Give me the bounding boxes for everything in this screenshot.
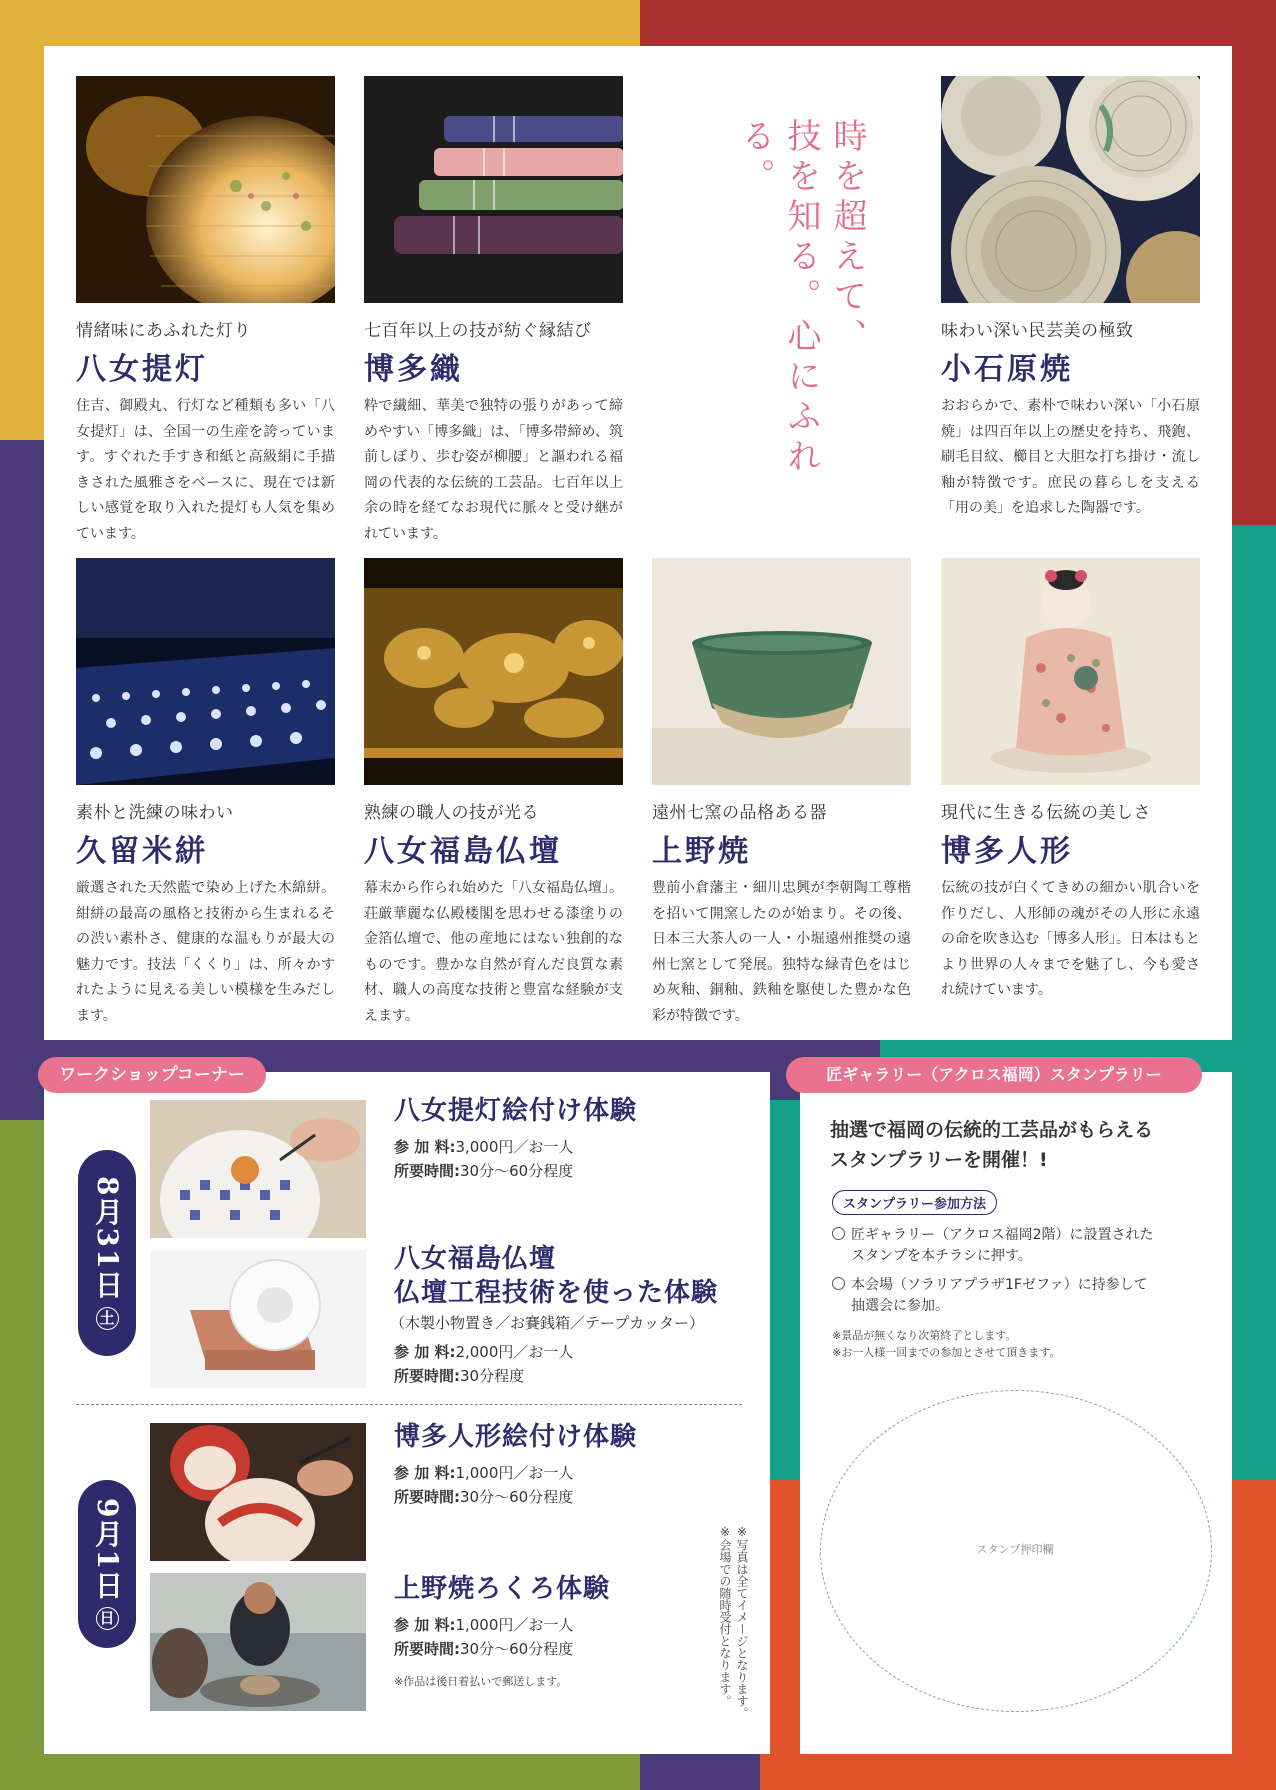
stamp-rally-label: 匠ギャラリー（アクロス福岡）スタンプラリー	[786, 1057, 1202, 1093]
shipping-note: ※作品は後日着払いで郵送します。	[394, 1675, 568, 1688]
craft-tagline: 遠州七窯の品格ある器	[652, 803, 827, 823]
craft-hakata-doll	[941, 798, 1200, 1004]
note-walk-in: ※会場での随時受付となります。	[718, 1525, 732, 1707]
stamp-note-2: ※お一人様一回までの参加とさせて頂きます。	[832, 1346, 1061, 1359]
craft-koishiwara	[941, 316, 1200, 522]
koishiwara-ware-photo	[941, 76, 1200, 303]
workshop-title-agano: 上野焼ろくろ体験	[394, 1574, 611, 1604]
time-label: 所要時間	[394, 1640, 455, 1658]
craft-description: 粋で繊細、華美で独特の張りがあって締めやすい「博多織」は、「博多帯締め、筑前しぼり、歩む姿が柳腰」と謳われる福岡の代表的な伝統的工芸品。七百年以上余の時を経てなお現代に脈々と受け継がれています。	[364, 398, 623, 542]
craft-yame-lantern	[76, 316, 335, 547]
agano-ware-photo	[652, 558, 911, 785]
fee-value: 2,000円／お一人	[455, 1343, 574, 1361]
craft-description: 豊前小倉藩主・細川忠興が李朝陶工尊楷を招いて開窯したのが始まり。その後、日本三大茶人の一人・小堀遠州推奨の遠州七窯として発展。独特な緑青色をはじめ灰釉、銅釉、鉄釉を駆使した豊かな色彩が特徴です。	[652, 880, 911, 1024]
step-text: 匠ギャラリー（アクロス福岡2階）に設置された スタンプを本チラシに押す。	[851, 1227, 1154, 1264]
craft-tagline: 現代に生きる伝統の美しさ	[941, 803, 1151, 823]
fee-label: 参 加 料	[394, 1343, 450, 1361]
workshop-info-agano: 参 加 料:1,000円／お一人 所要時間:30分～60分程度	[394, 1616, 574, 1658]
time-label: 所要時間	[394, 1488, 455, 1506]
time-value: 30分～60分程度	[460, 1488, 574, 1506]
time-value: 30分～60分程度	[460, 1640, 574, 1658]
craft-name: 久留米絣	[76, 834, 208, 869]
hakata-doll-photo	[941, 558, 1200, 785]
circle-bullet-icon	[832, 1277, 845, 1290]
craft-name: 博多人形	[941, 834, 1073, 869]
stamp-step-1	[832, 1225, 1154, 1267]
circle-bullet-icon	[832, 1227, 845, 1240]
craft-tagline: 七百年以上の技が紡ぐ縁結び	[364, 321, 592, 341]
craft-agano	[652, 798, 911, 1029]
workshop-info-lantern: 参 加 料:3,000円／お一人 所要時間:30分～60分程度	[394, 1138, 574, 1180]
page-title-vertical	[732, 118, 870, 478]
craft-description: 幕末から作られ始めた「八女福島仏壇」。荘厳華麗な仏殿楼閣を思わせる漆塗りの金箔仏壇で、他の産地にはない独創的なものです。豊かな自然が育んだ良質な素材、職人の高度な技術と豊富な経験が支えます。	[364, 880, 623, 1024]
date-badge-sep1	[78, 1480, 136, 1648]
workshop-title-butsudan: 八女福島仏壇 仏壇工程技術を使った体験	[394, 1244, 719, 1308]
notes-vertical	[716, 1525, 750, 1725]
date-badge-aug31	[78, 1150, 136, 1356]
date-text: 9月1日	[91, 1498, 124, 1601]
day-of-week: 土	[96, 1307, 119, 1330]
lantern-painting-photo	[150, 1100, 366, 1238]
craft-name: 博多織	[364, 352, 463, 387]
day-of-week: 日	[96, 1607, 119, 1630]
agano-wheel-photo	[150, 1573, 366, 1711]
yame-fukushima-butsudan-photo	[364, 558, 623, 785]
step-text: 本会場（ソラリアプラザ1Fゼファ）に持参して 抽選会に参加。	[851, 1277, 1148, 1314]
craft-description: 伝統の技が白くてきめの細かい肌合いを作りだし、人形師の魂がその人形に永遠の命を吹き込む「博多人形」。日本はもとより世界の人々までを魅了し、今も愛され続けています。	[941, 880, 1200, 998]
stamp-method-label: スタンプラリー参加方法	[832, 1190, 997, 1215]
stamp-headline: 抽選で福岡の伝統的工芸品がもらえる スタンプラリーを開催！!	[830, 1119, 1154, 1171]
craft-kurume-kasuri	[76, 798, 335, 1029]
craft-name: 八女提灯	[76, 352, 208, 387]
time-label: 所要時間	[394, 1162, 455, 1180]
workshop-info-butsudan: 参 加 料:2,000円／お一人 所要時間:30分程度	[394, 1343, 574, 1385]
time-value: 30分～60分程度	[460, 1162, 574, 1180]
note-photo-image: ※写真は全てイメージとなります。	[735, 1525, 749, 1719]
craft-tagline: 味わい深い民芸美の極致	[941, 321, 1134, 341]
yame-lantern-photo	[76, 76, 335, 303]
craft-name: 上野焼	[652, 834, 751, 869]
workshop-section-label: ワークショップコーナー	[38, 1057, 266, 1093]
date-divider	[76, 1404, 742, 1405]
craft-description: 厳選された天然藍で染め上げた木綿絣。紺絣の最高の風格と技術から生まれるその渋い素朴さ、健康的な温もりが最大の魅力です。技法「くくり」は、所々かすれたように見える美しい模様を生みだします。	[76, 880, 335, 1024]
workshop-subtitle-butsudan: （木製小物置き／お賽銭箱／テープカッター）	[390, 1314, 704, 1332]
workshop-title-hakata-doll: 博多人形絵付け体験	[394, 1422, 638, 1452]
craft-name: 小石原焼	[941, 352, 1073, 387]
fee-label: 参 加 料	[394, 1464, 450, 1482]
butsudan-tape-cutter-photo	[150, 1250, 366, 1388]
stamp-step-2	[832, 1275, 1148, 1317]
craft-tagline: 素朴と洗練の味わい	[76, 803, 234, 823]
craft-tagline: 熟練の職人の技が光る	[364, 803, 539, 823]
fee-value: 3,000円／お一人	[455, 1138, 574, 1156]
craft-yame-butsudan	[364, 798, 623, 1029]
title-line-2: 技を知る。心にふれる。	[735, 118, 821, 478]
workshop-info-hakata-doll: 参 加 料:1,000円／お一人 所要時間:30分～60分程度	[394, 1464, 574, 1506]
stamp-area-label: スタンプ押印欄	[976, 1543, 1054, 1556]
craft-description: 住吉、御殿丸、行灯など種類も多い「八女提灯」は、全国一の生産を誇っています。すぐれた手すき和紙と高級絹に手描きされた風雅さをベースに、現在では新しい感覚を取り入れた提灯も人気を集めています。	[76, 398, 335, 542]
hakata-ori-photo	[364, 76, 623, 303]
craft-name: 八女福島仏壇	[364, 834, 562, 869]
fee-label: 参 加 料	[394, 1616, 450, 1634]
fee-value: 1,000円／お一人	[455, 1464, 574, 1482]
craft-hakata-ori	[364, 316, 623, 547]
craft-description: おおらかで、素朴で味わい深い「小石原焼」は四百年以上の歴史を持ち、飛鉋、刷毛目紋、櫛目と大胆な打ち掛け・流し釉が特徴です。庶民の暮らしを支える「用の美」を追求した陶器です。	[941, 398, 1200, 516]
time-value: 30分程度	[460, 1367, 525, 1385]
title-line-1: 時を超えて、	[827, 118, 867, 358]
date-text: 8月31日	[91, 1176, 124, 1301]
hakata-doll-painting-photo	[150, 1423, 366, 1561]
fee-label: 参 加 料	[394, 1138, 450, 1156]
stamp-note-1: ※景品が無くなり次第終了とします。	[832, 1329, 1017, 1342]
fee-value: 1,000円／お一人	[455, 1616, 574, 1634]
kurume-kasuri-photo	[76, 558, 335, 785]
workshop-title-lantern: 八女提灯絵付け体験	[394, 1096, 638, 1126]
craft-tagline: 情緒味にあふれた灯り	[76, 321, 251, 341]
time-label: 所要時間	[394, 1367, 455, 1385]
